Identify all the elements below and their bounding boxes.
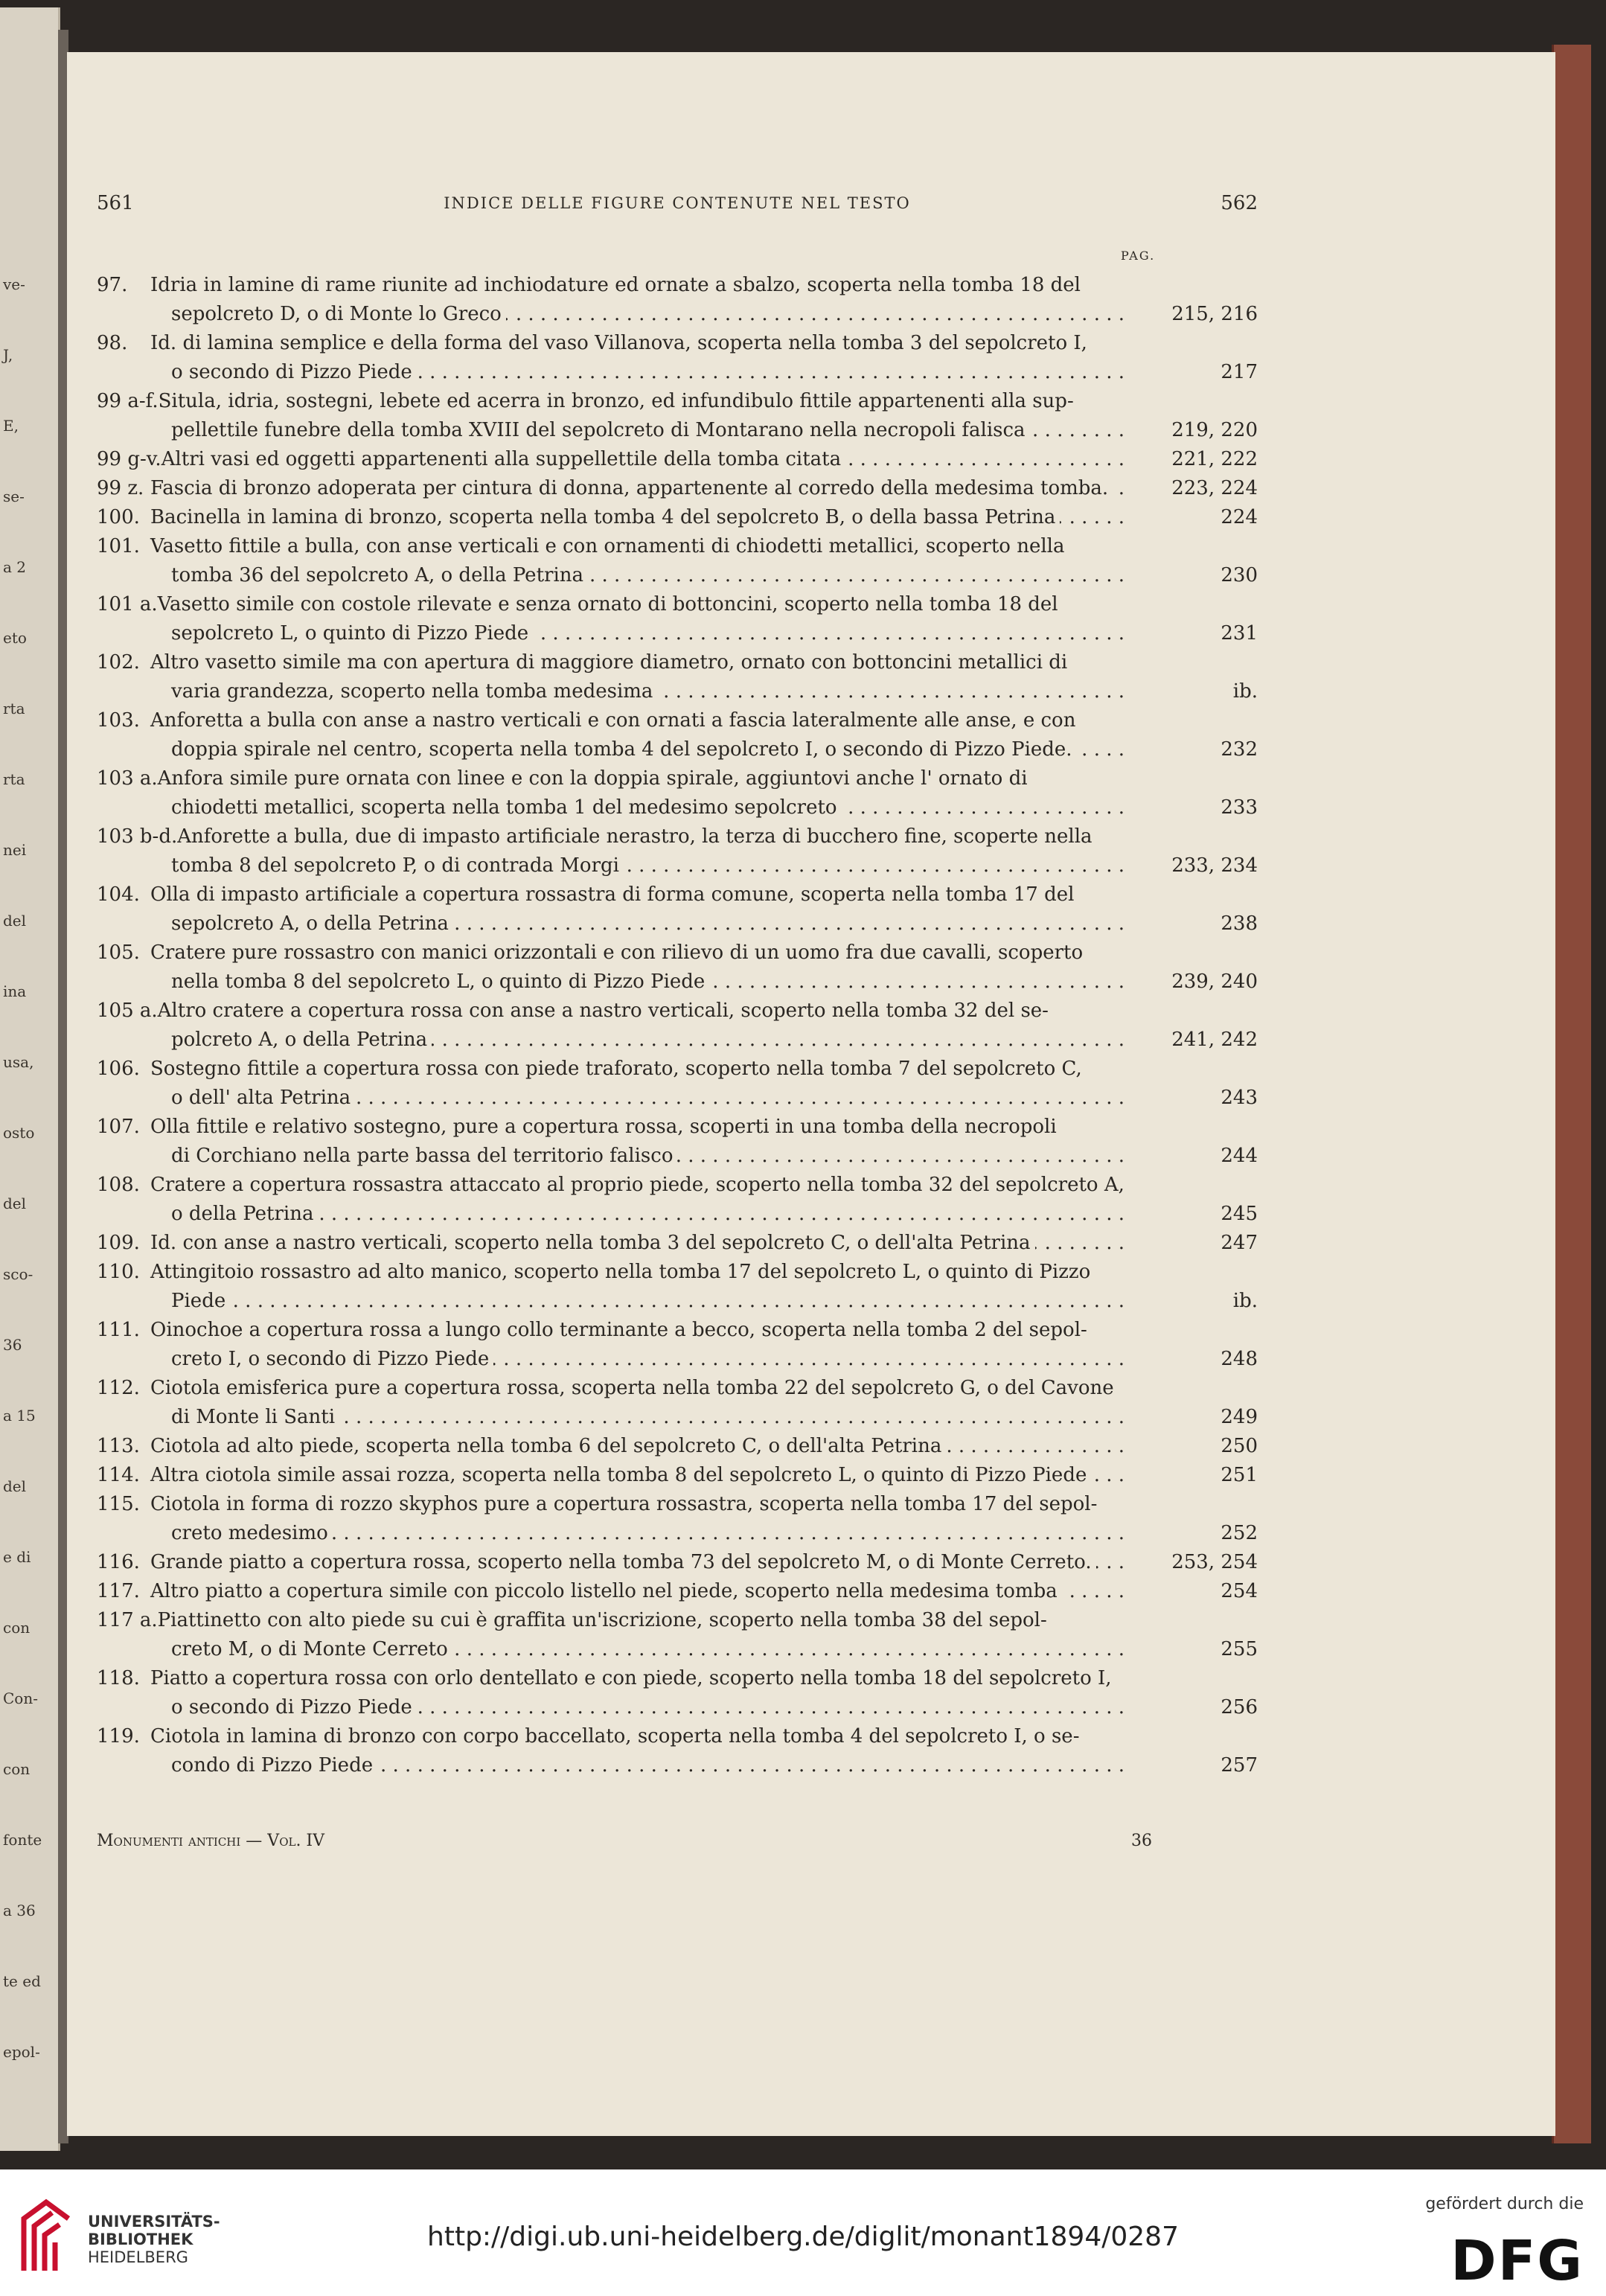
entry-description: o secondo di Pizzo Piede xyxy=(171,1696,412,1718)
entry-line xyxy=(97,1171,1258,1200)
entry-description: Ciotola emisferica pure a copertura rossa, scoperta nella tomba 22 del sepolcreto G, o del Cavone xyxy=(150,1377,1114,1399)
entry-page-ref: 248 xyxy=(1216,1345,1258,1374)
entry-description: Id. con anse a nastro verticali, scoperto nella tomba 3 del sepolcreto C, o dell'alta Petrina xyxy=(150,1232,1031,1254)
entry-description: Grande piatto a copertura rossa, scoperto nella tomba 73 del sepolcreto M, o di Monte Cerreto. xyxy=(150,1551,1092,1573)
entry-number: 108. xyxy=(97,1174,140,1196)
entry-text xyxy=(171,1519,333,1548)
entry-description: Situla, idria, sostegni, lebete ed acerra in bronzo, ed infundibulo fittile appartenenti alla sup- xyxy=(158,390,1074,412)
entry-number: 105. xyxy=(97,941,140,964)
figure-entry xyxy=(97,1548,1258,1577)
entry-number: 118. xyxy=(97,1667,140,1689)
entry-text xyxy=(171,1751,377,1780)
entry-description: sepolcreto A, o della Petrina xyxy=(171,912,449,935)
sponsor-label: gefördert durch die xyxy=(1425,2195,1584,2213)
entry-page-ref: 244 xyxy=(1216,1142,1258,1171)
previous-page-text-fragment: nei xyxy=(3,841,27,859)
entry-text xyxy=(97,1055,1087,1084)
previous-page-text-fragment: E, xyxy=(3,417,19,435)
entry-text xyxy=(97,474,1113,503)
entry-description: Anforetta a bulla con anse a nastro verticali e con ornati a fascia lateralmente alle anse, e con xyxy=(150,709,1076,732)
digitization-footer-bar xyxy=(0,2169,1606,2296)
entry-page-ref: 254 xyxy=(1216,1577,1258,1606)
entry-line xyxy=(97,735,1258,764)
page-number-right: 562 xyxy=(1221,192,1258,214)
entry-line xyxy=(97,1519,1258,1548)
entry-line xyxy=(97,648,1258,677)
figure-entry xyxy=(97,1316,1258,1374)
entry-text xyxy=(171,1200,319,1229)
entry-line xyxy=(97,822,1258,851)
entry-line xyxy=(97,1606,1258,1635)
entry-line xyxy=(97,1635,1258,1664)
previous-page-text-fragment: con xyxy=(3,1760,31,1778)
entry-page-ref: 231 xyxy=(1216,619,1258,648)
entry-number: 115. xyxy=(97,1493,140,1515)
entry-line xyxy=(97,1432,1258,1461)
entry-description: Altro cratere a copertura rossa con anse a nastro verticali, scoperto nella tomba 32 del se- xyxy=(157,1000,1049,1022)
previous-page-text-fragment: rta xyxy=(3,770,25,788)
entry-description: Cratere pure rossastro con manici orizzontali e con rilievo di un uomo fra due cavalli, scoperto xyxy=(150,941,1084,964)
entry-text xyxy=(171,1287,230,1316)
entry-text xyxy=(97,880,1078,909)
entry-text xyxy=(97,1316,1092,1345)
entry-description: tomba 36 del sepolcreto A, o della Petrina xyxy=(171,564,584,586)
entry-page-ref: 253, 254 xyxy=(1167,1548,1258,1577)
entry-text xyxy=(97,1229,1035,1258)
entry-line xyxy=(97,445,1258,474)
entry-number: 100. xyxy=(97,506,140,528)
entry-number: 99 z. xyxy=(97,477,144,499)
entry-page-ref: 252 xyxy=(1216,1519,1258,1548)
entry-line xyxy=(97,416,1258,445)
entry-text xyxy=(97,938,1087,968)
entry-text xyxy=(97,997,1053,1026)
entry-text xyxy=(97,1461,1091,1490)
entry-text xyxy=(171,1345,493,1374)
previous-page-text-fragment: 36 xyxy=(3,1336,22,1354)
entry-text xyxy=(97,503,1060,532)
entry-line xyxy=(97,851,1258,880)
entry-number: 102. xyxy=(97,651,140,674)
entry-line xyxy=(97,503,1258,532)
entry-line xyxy=(97,677,1258,706)
entry-line xyxy=(97,1142,1258,1171)
entry-line xyxy=(97,1258,1258,1287)
entry-description: o dell' alta Petrina xyxy=(171,1087,351,1109)
figure-entry xyxy=(97,271,1258,329)
figure-entry xyxy=(97,474,1258,503)
figure-entry xyxy=(97,1722,1258,1780)
entry-line xyxy=(97,909,1258,938)
entry-number: 101 a. xyxy=(97,593,158,615)
entry-line xyxy=(97,561,1258,590)
entry-line xyxy=(97,300,1258,329)
figure-entry xyxy=(97,938,1258,997)
entry-line xyxy=(97,619,1258,648)
entry-number: 98. xyxy=(97,332,128,354)
entry-description: Bacinella in lamina di bronzo, scoperta nella tomba 4 del sepolcreto B, o della bassa Petrina xyxy=(150,506,1056,528)
entry-page-ref: 215, 216 xyxy=(1167,300,1258,329)
entry-text xyxy=(171,1026,432,1055)
entry-number: 113. xyxy=(97,1435,140,1457)
entry-description: Piede xyxy=(171,1290,226,1312)
entry-line xyxy=(97,329,1258,358)
figure-entry xyxy=(97,1577,1258,1606)
previous-page-text-fragment: ina xyxy=(3,982,27,1000)
figure-entry xyxy=(97,387,1258,445)
entry-text xyxy=(97,329,1092,358)
entry-text xyxy=(97,706,1080,735)
figure-entry xyxy=(97,1664,1258,1722)
entry-page-ref: ib. xyxy=(1229,1287,1258,1316)
entry-description: doppia spirale nel centro, scoperta nella tomba 4 del sepolcreto I, o secondo di Pizzo Piede. xyxy=(171,738,1072,761)
entry-line xyxy=(97,1200,1258,1229)
entry-text xyxy=(97,1432,946,1461)
entry-page-ref: 250 xyxy=(1216,1432,1258,1461)
figure-entry xyxy=(97,503,1258,532)
entry-line xyxy=(97,880,1258,909)
dfg-logo: DFG xyxy=(1450,2229,1584,2293)
entry-number: 104. xyxy=(97,883,140,906)
entry-text xyxy=(171,909,453,938)
entry-text xyxy=(97,532,1069,561)
entry-page-ref: 224 xyxy=(1216,503,1258,532)
figure-index-list xyxy=(97,271,1258,1780)
entry-line xyxy=(97,706,1258,735)
entry-description: o secondo di Pizzo Piede xyxy=(171,361,412,383)
previous-page-text-fragment: J, xyxy=(3,346,13,364)
entry-text xyxy=(97,1577,1062,1606)
entry-text xyxy=(97,1664,1116,1693)
entry-page-ref: 255 xyxy=(1216,1635,1258,1664)
entry-text xyxy=(97,1490,1101,1519)
entry-number: 99 g-v. xyxy=(97,448,161,470)
entry-text xyxy=(171,416,1030,445)
entry-page-ref: 239, 240 xyxy=(1167,968,1258,997)
entry-page-ref: 249 xyxy=(1216,1403,1258,1432)
entry-text xyxy=(97,648,1072,677)
entry-text xyxy=(171,300,506,329)
library-name-line: HEIDELBERG xyxy=(88,2248,188,2266)
previous-page-text-fragment: Con- xyxy=(3,1689,38,1707)
entry-text xyxy=(171,677,657,706)
entry-page-ref: 217 xyxy=(1216,358,1258,387)
entry-text xyxy=(171,1084,355,1113)
previous-page-text-fragment: osto xyxy=(3,1124,35,1142)
previous-page-text-fragment: fonte xyxy=(3,1831,42,1849)
entry-page-ref: 233 xyxy=(1216,793,1258,822)
entry-text xyxy=(97,822,1097,851)
entry-text xyxy=(171,968,709,997)
entry-description: Piattinetto con alto piede su cui è graffita un'iscrizione, scoperto nella tomba 38 del sepol- xyxy=(157,1609,1047,1631)
entry-text xyxy=(171,358,417,387)
entry-description: di Corchiano nella parte bassa del territorio falisco xyxy=(171,1145,674,1167)
previous-page-text-fragment: eto xyxy=(3,629,27,647)
permalink-url[interactable]: http://digi.ub.uni-heidelberg.de/diglit/monant1894/0287 xyxy=(427,2222,1179,2252)
entry-number: 110. xyxy=(97,1261,140,1283)
entry-line xyxy=(97,1113,1258,1142)
entry-description: Altro piatto a copertura simile con piccolo listello nel piede, scoperto nella medesima tomba xyxy=(150,1580,1058,1602)
entry-line xyxy=(97,358,1258,387)
entry-description: Altri vasi ed oggetti appartenenti alla suppellettile della tomba citata xyxy=(161,448,842,470)
running-head xyxy=(97,192,1258,222)
entry-line xyxy=(97,968,1258,997)
entry-page-ref: 245 xyxy=(1216,1200,1258,1229)
entry-line xyxy=(97,1751,1258,1780)
entry-number: 114. xyxy=(97,1464,140,1486)
entry-number: 117. xyxy=(97,1580,140,1602)
entry-description: Sostegno fittile a copertura rossa con piede traforato, scoperto nella tomba 7 del sepolcreto C, xyxy=(150,1058,1082,1080)
entry-line xyxy=(97,1403,1258,1432)
page-footer xyxy=(97,1832,1258,1861)
entry-line xyxy=(97,997,1258,1026)
entry-text xyxy=(97,764,1032,793)
entry-line xyxy=(97,387,1258,416)
entry-description: pellettile funebre della tomba XVIII del sepolcreto di Montarano nella necropoli falisca xyxy=(171,419,1026,441)
entry-description: Cratere a copertura rossastra attaccato al proprio piede, scoperto nella tomba 32 del sepolcreto A, xyxy=(150,1174,1124,1196)
previous-page-text-fragment: del xyxy=(3,1477,27,1495)
entry-line xyxy=(97,764,1258,793)
entry-text xyxy=(97,1374,1119,1403)
entry-text xyxy=(171,1635,452,1664)
entry-page-ref: 257 xyxy=(1216,1751,1258,1780)
entry-line xyxy=(97,474,1258,503)
previous-page-text-fragment: a 15 xyxy=(3,1407,36,1424)
entry-description: o della Petrina xyxy=(171,1203,314,1225)
entry-text xyxy=(97,1548,1096,1577)
entry-line xyxy=(97,1577,1258,1606)
figure-entry xyxy=(97,1229,1258,1258)
entry-line xyxy=(97,1374,1258,1403)
figure-entry xyxy=(97,1374,1258,1432)
entry-description: creto M, o di Monte Cerreto xyxy=(171,1638,448,1660)
entry-line xyxy=(97,1722,1258,1751)
entry-line xyxy=(97,1316,1258,1345)
entry-number: 105 a. xyxy=(97,1000,158,1022)
signature-mark: 36 xyxy=(1131,1832,1152,1850)
entry-number: 119. xyxy=(97,1725,140,1747)
entry-text xyxy=(97,1606,1052,1635)
entry-number: 97. xyxy=(97,274,128,296)
figure-entry xyxy=(97,880,1258,938)
entry-description: Attingitoio rossastro ad alto manico, scoperto nella tomba 17 del sepolcreto L, o quinto di Pizzo xyxy=(150,1261,1091,1283)
figure-entry xyxy=(97,1606,1258,1664)
figure-entry xyxy=(97,532,1258,590)
entry-line xyxy=(97,1345,1258,1374)
entry-description: Vasetto fittile a bulla, con anse verticali e con ornamenti di chiodetti metallici, scoperto nella xyxy=(150,535,1065,557)
previous-page-text-fragment: usa, xyxy=(3,1053,34,1071)
book-cover-edge xyxy=(1552,45,1591,2143)
entry-text xyxy=(171,1142,677,1171)
entry-description: Altra ciotola simile assai rozza, scoperta nella tomba 8 del sepolcreto L, o quinto di Pizzo Piede xyxy=(150,1464,1087,1486)
entry-page-ref: 233, 234 xyxy=(1167,851,1258,880)
entry-number: 106. xyxy=(97,1058,140,1080)
entry-description: Vasetto simile con costole rilevate e senza ornato di bottoncini, scoperto nella tomba 18 del xyxy=(157,593,1058,615)
entry-number: 101. xyxy=(97,535,140,557)
previous-page-text-fragment: del xyxy=(3,912,27,930)
entry-page-ref: 238 xyxy=(1216,909,1258,938)
entry-page-ref: 219, 220 xyxy=(1167,416,1258,445)
entry-number: 103 b-d. xyxy=(97,825,178,848)
entry-number: 117 a. xyxy=(97,1609,158,1631)
entry-text xyxy=(97,1113,1061,1142)
previous-page-text-fragment: a 2 xyxy=(3,558,27,576)
entry-description: Olla di impasto artificiale a copertura rossastra di forma comune, scoperta nella tomba 17 del xyxy=(150,883,1075,906)
entry-description: Oinochoe a copertura rossa a lungo collo terminante a becco, scoperta nella tomba 2 del sepol- xyxy=(150,1319,1087,1341)
entry-description: creto I, o secondo di Pizzo Piede xyxy=(171,1348,490,1370)
entry-page-ref: 221, 222 xyxy=(1167,445,1258,474)
page-number-left: 561 xyxy=(97,192,134,214)
entry-number: 116. xyxy=(97,1551,140,1573)
entry-page-ref: 230 xyxy=(1216,561,1258,590)
entry-number: 103 a. xyxy=(97,767,158,790)
figure-entry xyxy=(97,590,1258,648)
entry-line xyxy=(97,1490,1258,1519)
entry-text xyxy=(97,1171,1129,1200)
entry-page-ref: ib. xyxy=(1229,677,1258,706)
entry-description: Altro vasetto simile ma con apertura di maggiore diametro, ornato con bottoncini metallici di xyxy=(150,651,1068,674)
entry-line xyxy=(97,1287,1258,1316)
previous-page-edge xyxy=(0,7,60,2151)
entry-text xyxy=(171,619,533,648)
entry-description: di Monte li Santi xyxy=(171,1406,336,1428)
previous-page-text-fragment: ve- xyxy=(3,275,25,293)
figure-entry xyxy=(97,1055,1258,1113)
figure-entry xyxy=(97,1258,1258,1316)
entry-number: 112. xyxy=(97,1377,140,1399)
entry-description: Ciotola ad alto piede, scoperta nella tomba 6 del sepolcreto C, o dell'alta Petrina xyxy=(150,1435,942,1457)
entry-description: Anfora simile pure ornata con linee e con la doppia spirale, aggiuntovi anche l' ornato di xyxy=(157,767,1028,790)
entry-line xyxy=(97,1461,1258,1490)
entry-line xyxy=(97,1664,1258,1693)
entry-number: 99 a-f. xyxy=(97,390,159,412)
entry-page-ref: 247 xyxy=(1216,1229,1258,1258)
entry-description: creto medesimo xyxy=(171,1522,328,1544)
pag-column-label: PAG. xyxy=(1121,249,1156,263)
entry-description: Ciotola in forma di rozzo skyphos pure a copertura rossastra, scoperta nella tomba 17 del sepol- xyxy=(150,1493,1098,1515)
entry-text xyxy=(97,1722,1084,1751)
previous-page-text-fragment: te ed xyxy=(3,1972,41,1990)
entry-description: polcreto A, o della Petrina xyxy=(171,1029,428,1051)
entry-description: tomba 8 del sepolcreto P, o di contrada Morgi xyxy=(171,854,619,877)
entry-line xyxy=(97,1084,1258,1113)
entry-description: Idria in lamine di rame riunite ad inchiodature ed ornate a sbalzo, scoperta nella tomba 18 del xyxy=(150,274,1081,296)
previous-page-text-fragment: epol- xyxy=(3,2043,40,2061)
entry-description: condo di Pizzo Piede xyxy=(171,1754,374,1777)
entry-text xyxy=(97,445,845,474)
entry-line xyxy=(97,590,1258,619)
entry-text xyxy=(97,271,1085,300)
figure-entry xyxy=(97,764,1258,822)
entry-page-ref: 256 xyxy=(1216,1693,1258,1722)
figure-entry xyxy=(97,1113,1258,1171)
library-name-line: BIBLIOTHEK xyxy=(88,2231,193,2248)
entry-description: Anforette a bulla, due di impasto artificiale nerastro, la terza di bucchero fine, scoperte nella xyxy=(177,825,1092,848)
library-name-line: UNIVERSITÄTS- xyxy=(88,2213,220,2231)
figure-entry xyxy=(97,445,1258,474)
entry-page-ref: 241, 242 xyxy=(1167,1026,1258,1055)
entry-description: sepolcreto D, o di Monte lo Greco xyxy=(171,303,502,325)
entry-number: 107. xyxy=(97,1116,140,1138)
figure-entry xyxy=(97,822,1258,880)
entry-description: Piatto a copertura rossa con orlo dentellato e con piede, scoperto nella tomba 18 del sepolcreto I, xyxy=(150,1667,1112,1689)
previous-page-text-fragment: a 36 xyxy=(3,1902,36,1919)
entry-line xyxy=(97,271,1258,300)
entry-text xyxy=(97,1258,1095,1287)
entry-text xyxy=(171,1693,417,1722)
footer-title: Monumenti antichi — Vol. IV xyxy=(97,1832,325,1850)
figure-entry xyxy=(97,706,1258,764)
entry-description: nella tomba 8 del sepolcreto L, o quinto di Pizzo Piede xyxy=(171,970,706,993)
entry-page-ref: 223, 224 xyxy=(1167,474,1258,503)
entry-description: varia grandezza, scoperto nella tomba medesima xyxy=(171,680,653,703)
entry-text xyxy=(171,735,1077,764)
previous-page-text-fragment: e di xyxy=(3,1548,31,1566)
entry-description: chiodetti metallici, scoperta nella tomba 1 del medesimo sepolcreto xyxy=(171,796,837,819)
entry-text xyxy=(171,851,624,880)
entry-description: Olla fittile e relativo sostegno, pure a copertura rossa, scoperti in una tomba della necropoli xyxy=(150,1116,1057,1138)
entry-description: Ciotola in lamina di bronzo con corpo baccellato, scoperta nella tomba 4 del sepolcreto I, o se- xyxy=(150,1725,1080,1747)
entry-number: 103. xyxy=(97,709,140,732)
figure-entry xyxy=(97,997,1258,1055)
entry-number: 109. xyxy=(97,1232,140,1254)
figure-entry xyxy=(97,329,1258,387)
entry-text xyxy=(171,793,842,822)
entry-text xyxy=(97,590,1063,619)
entry-page-ref: 232 xyxy=(1216,735,1258,764)
figure-entry xyxy=(97,1461,1258,1490)
entry-line xyxy=(97,793,1258,822)
figure-entry xyxy=(97,1490,1258,1548)
figure-entry xyxy=(97,1432,1258,1461)
figure-entry xyxy=(97,1171,1258,1229)
entry-description: sepolcreto L, o quinto di Pizzo Piede xyxy=(171,622,529,645)
entry-line xyxy=(97,1026,1258,1055)
previous-page-text-fragment: del xyxy=(3,1195,27,1212)
entry-line xyxy=(97,1055,1258,1084)
entry-line xyxy=(97,1229,1258,1258)
entry-line xyxy=(97,938,1258,968)
entry-number: 111. xyxy=(97,1319,140,1341)
entry-text xyxy=(171,561,588,590)
entry-description: Id. di lamina semplice e della forma del vaso Villanova, scoperta nella tomba 3 del sepolcreto I, xyxy=(150,332,1087,354)
previous-page-text-fragment: se- xyxy=(3,487,25,505)
entry-description: Fascia di bronzo adoperata per cintura di donna, appartenente al corredo della medesima tomba. xyxy=(150,477,1109,499)
entry-line xyxy=(97,532,1258,561)
previous-page-text-fragment: sco- xyxy=(3,1265,33,1283)
entry-page-ref: 251 xyxy=(1216,1461,1258,1490)
running-title: INDICE DELLE FIGURE CONTENUTE NEL TESTO xyxy=(444,194,911,212)
entry-line xyxy=(97,1693,1258,1722)
entry-text xyxy=(97,387,1078,416)
previous-page-text-fragment: con xyxy=(3,1619,31,1637)
entry-page-ref: 243 xyxy=(1216,1084,1258,1113)
entry-text xyxy=(171,1403,339,1432)
previous-page-text-fragment: rta xyxy=(3,700,25,717)
entry-line xyxy=(97,1548,1258,1577)
figure-entry xyxy=(97,648,1258,706)
